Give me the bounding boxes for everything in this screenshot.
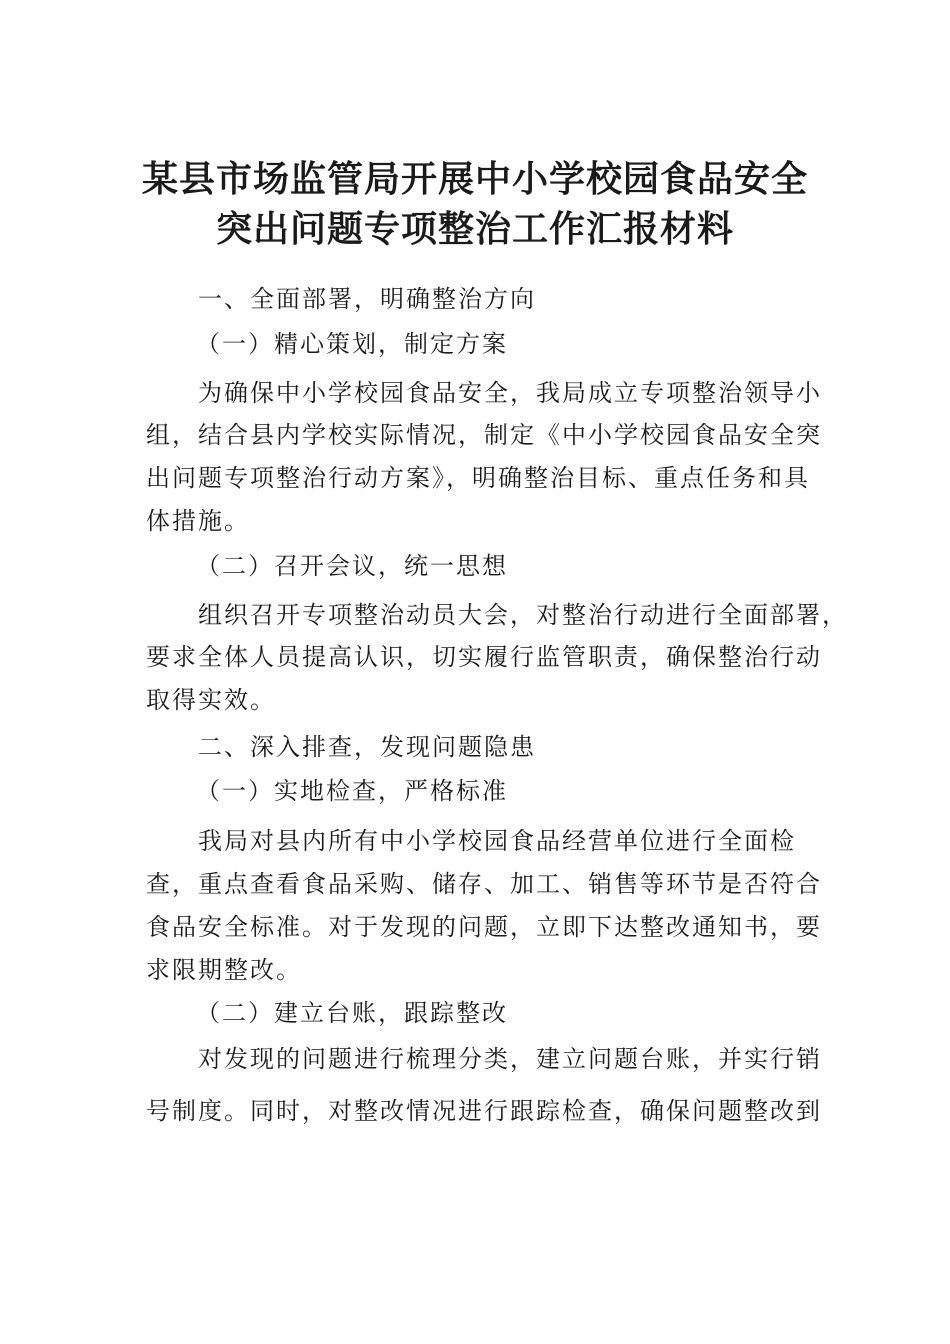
document-title-line-2: 突出问题专项整治工作汇报材料 — [215, 209, 734, 250]
section-1-sub-2-heading: （二）召开会议，统一思想 — [196, 552, 508, 580]
paragraph-line: 对发现的问题进行梳理分类，建立问题台账，并实行销 — [198, 1045, 822, 1073]
paragraph-line: 出问题专项整治行动方案》，明确整治目标、重点任务和具 — [146, 464, 810, 492]
paragraph-line: 体措施。 — [146, 507, 250, 535]
paragraph-line: 为确保中小学校园食品安全，我局成立专项整治领导小 — [198, 379, 822, 407]
paragraph-line: 求限期整改。 — [146, 956, 302, 984]
paragraph-line: 取得实效。 — [146, 686, 276, 714]
section-1-heading: 一、全面部署，明确整治方向 — [198, 285, 536, 313]
paragraph-line: 食品安全标准。对于发现的问题，立即下达整改通知书，要 — [146, 913, 822, 941]
section-2-sub-1-heading: （一）实地检查，严格标准 — [196, 777, 508, 805]
paragraph-line: 要求全体人员提高认识，切实履行监管职责，确保整治行动 — [146, 643, 822, 671]
paragraph-line: 号制度。同时，对整改情况进行跟踪检查，确保问题整改到 — [146, 1097, 822, 1125]
paragraph-line: 我局对县内所有中小学校园食品经营单位进行全面检 — [198, 827, 796, 855]
paragraph-line: 组，结合县内学校实际情况，制定《中小学校园食品安全突 — [146, 421, 822, 449]
paragraph-line: 查，重点查看食品采购、储存、加工、销售等环节是否符合 — [146, 870, 822, 898]
paragraph-line: 组织召开专项整治动员大会，对整治行动进行全面部署， — [198, 601, 848, 629]
document-title-line-1: 某县市场监管局开展中小学校园食品安全 — [141, 159, 808, 200]
section-1-sub-1-heading: （一）精心策划，制定方案 — [196, 330, 508, 358]
section-2-sub-2-heading: （二）建立台账，跟踪整改 — [196, 999, 508, 1027]
section-2-heading: 二、深入排查，发现问题隐患 — [198, 733, 536, 761]
